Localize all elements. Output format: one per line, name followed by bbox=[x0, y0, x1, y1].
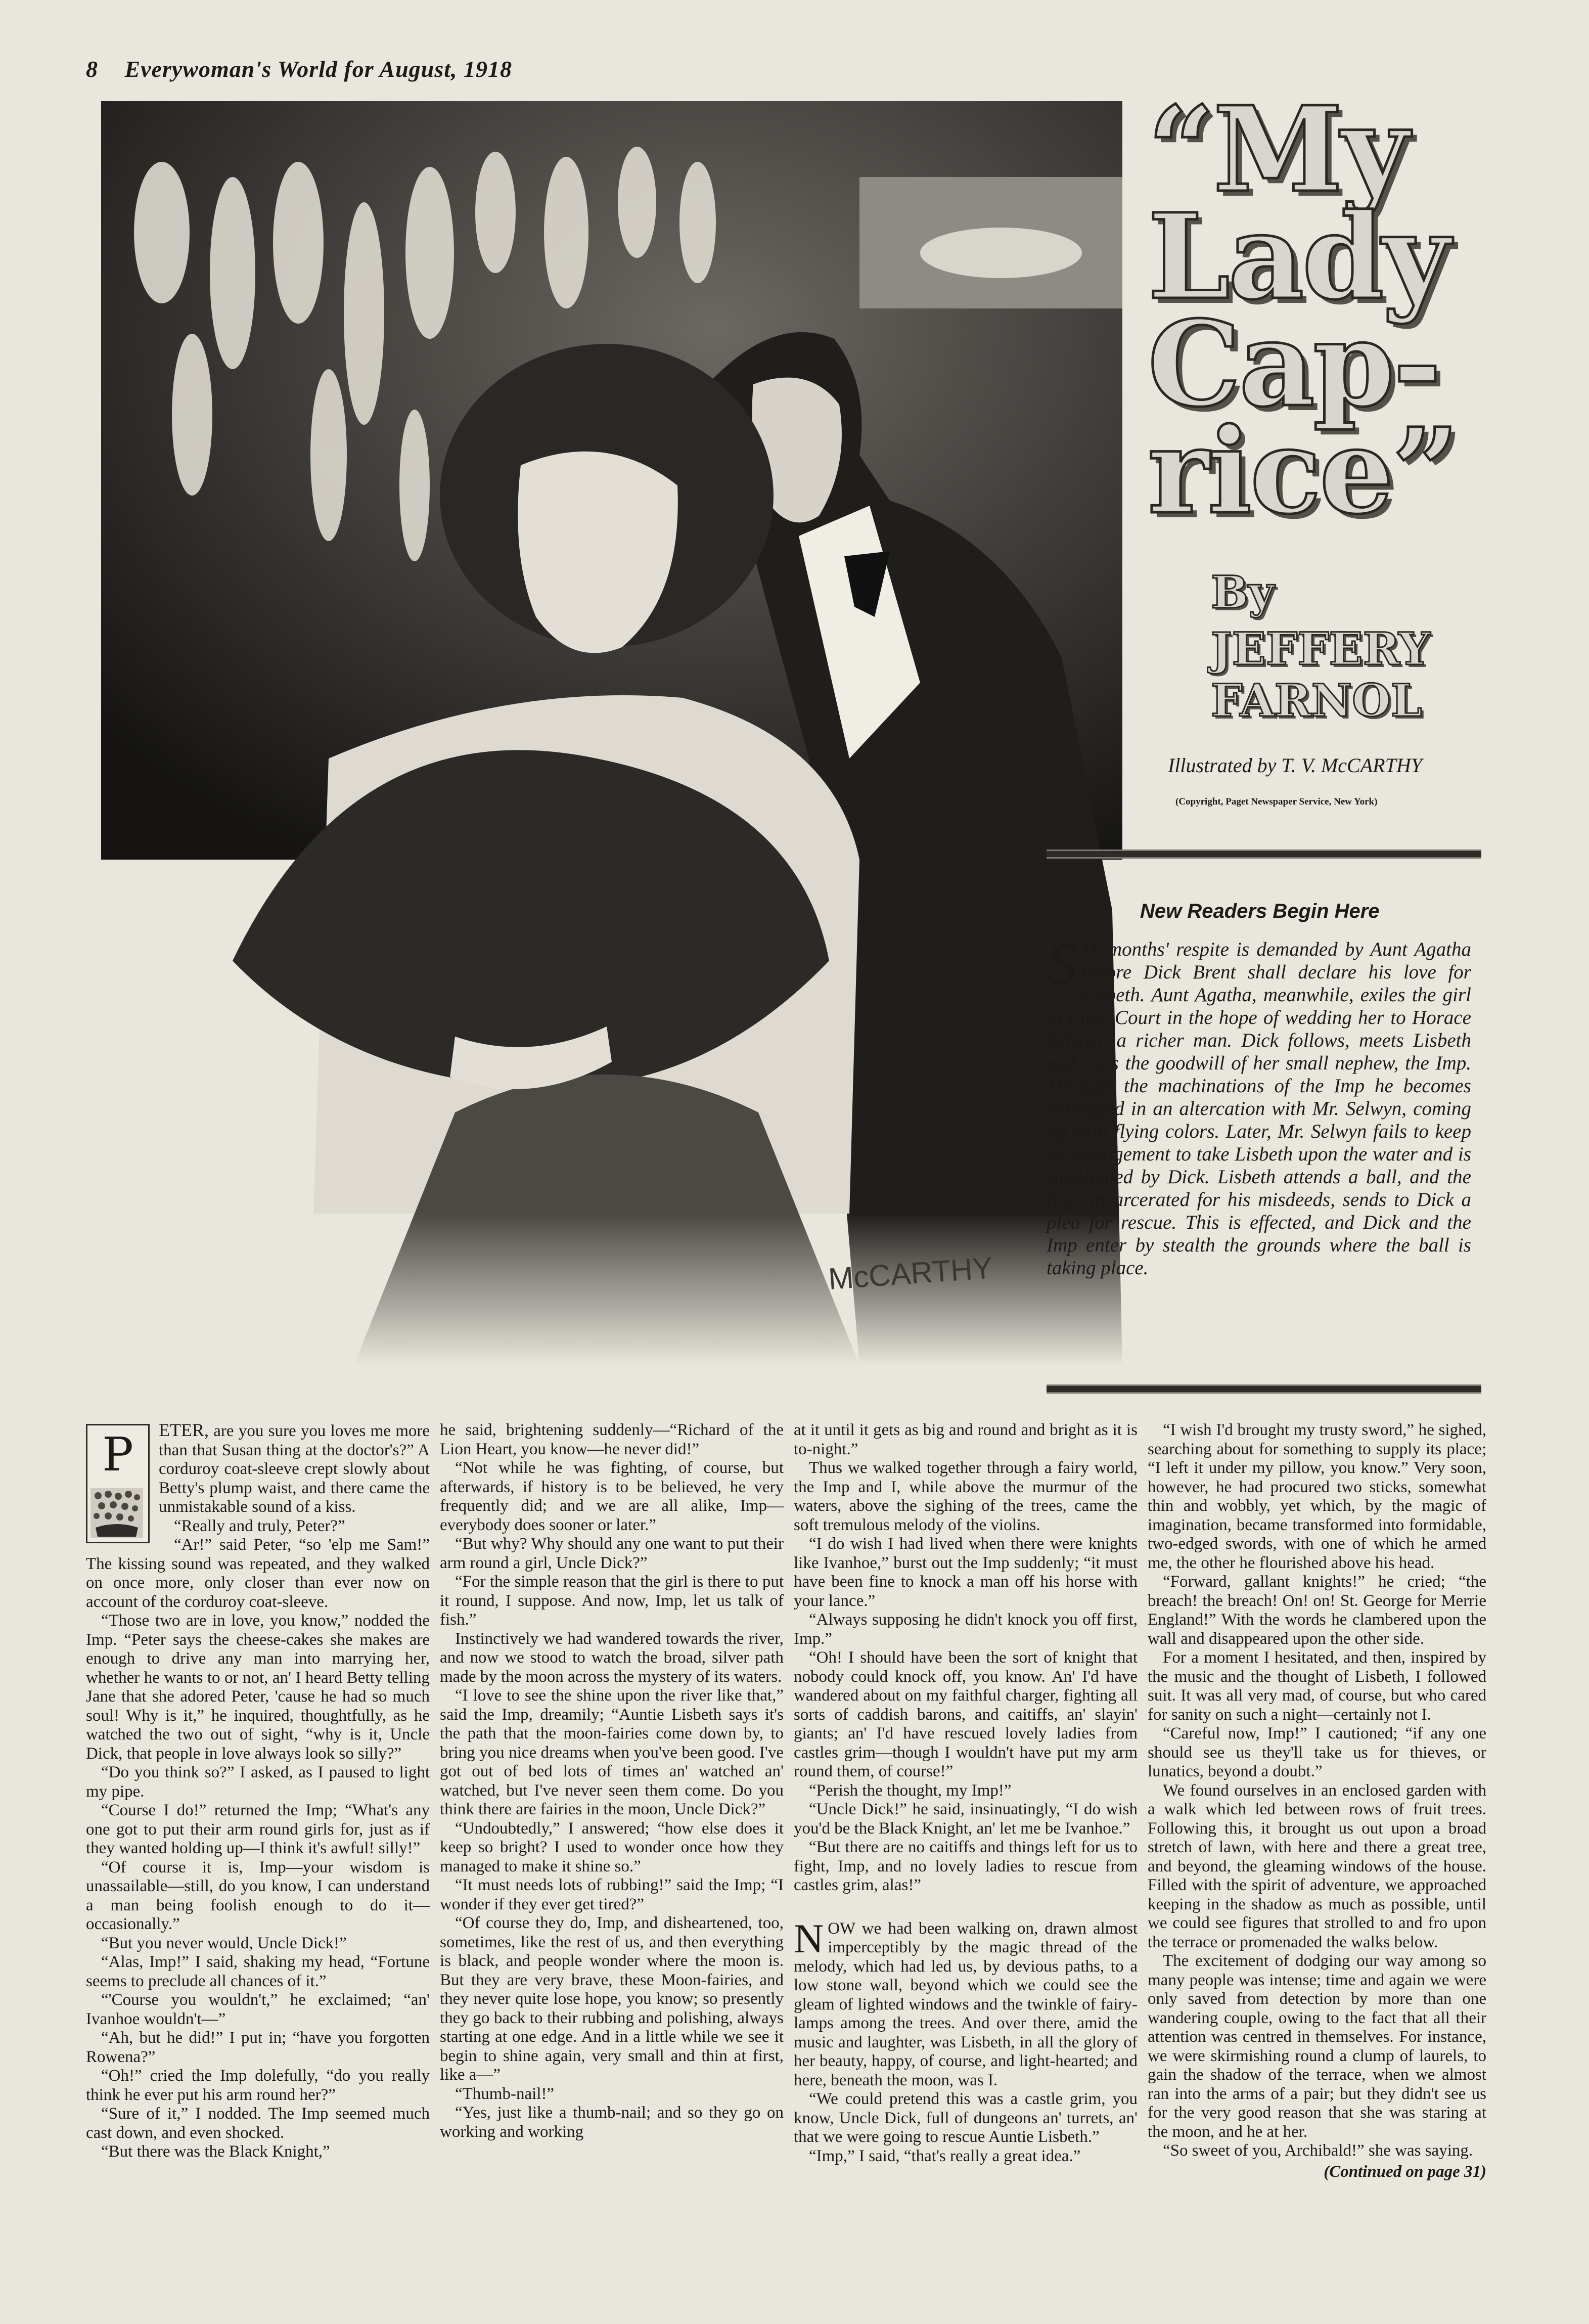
synopsis-drop-letter: S bbox=[1047, 930, 1077, 997]
paragraph: “Oh!” cried the Imp dolefully, “do you really think he ever put his arm round her?” bbox=[86, 2067, 430, 2104]
continued-note: (Continued on page 31) bbox=[1324, 2162, 1486, 2181]
copyright-notice: (Copyright, Paget Newspaper Service, New York) bbox=[1175, 796, 1378, 807]
paragraph: “Always supposing he didn't knock you off first, Imp.” bbox=[794, 1611, 1138, 1648]
paragraph: OW we had been walking on, drawn almost imperceptibly by the magic thread of the melody, which had led us, by devious paths, to a low stone wall, beyond which we could see the gleam of lighted windows and the twinkle of fairy-lamps among the trees. And over there, amid the music and laughter, was Lisbeth, in all the glory of her beauty, happy, of course, and light-hearted; and here, beneath the moon, was I. bbox=[794, 1919, 1138, 2089]
publication-title: Everywoman's World for August, 1918 bbox=[124, 56, 512, 82]
paragraph: “We could pretend this was a castle grim, you know, Uncle Dick, full of dungeons an' turrets, an' that we were going to rescue Auntie Lisbeth.” bbox=[794, 2090, 1138, 2146]
paragraph: “Thumb-nail!” bbox=[455, 2084, 555, 2103]
decorative-initial bbox=[86, 1424, 150, 1543]
paragraph: We found ourselves in an enclosed garden with a walk which led between rows of fruit trees. Following this, it brought us out upon a broad stretch of lawn, with here and there a great tree, and beyond, the gleaming windows of the house. Filled with the spirit of adventure, we approached keeping in the shadow as much as possible, until we could see figures that strolled to and fro upon the terrace or promenaded the walks below. bbox=[1148, 1781, 1486, 1951]
title-line: “My bbox=[1148, 80, 1408, 218]
paragraph: “I love to see the shine upon the river like that,” said the Imp, dreamily; “Auntie Lisbeth says it's the path that the moon-fairies come down by, to bring you nice dreams when you've been good. I've got out of bed lots of times an' watched an' watched, but I've never seen them come. Do you think there are fairies in the moon, Uncle Dick?” bbox=[440, 1686, 784, 1818]
synopsis-heading: New Readers Begin Here bbox=[1140, 900, 1380, 922]
paragraph: “Careful now, Imp!” I cautioned; “if any one should see us they'll take us for thieves, or lunatics, beyond a doubt.” bbox=[1148, 1724, 1486, 1780]
divider-rule bbox=[1047, 1384, 1481, 1394]
paragraph: “Ah, but he did!” I put in; “have you forgotten Rowena?” bbox=[86, 2029, 430, 2066]
byline-by: By bbox=[1211, 566, 1275, 618]
artist-signature: McCARTHY bbox=[827, 1250, 994, 1296]
paragraph: “Of course it is, Imp—your wisdom is unassailable—still, do you know, I can understand a man being foolish enough to do it—occasionally.” bbox=[86, 1858, 430, 1933]
paragraph: “Yes, just like a thumb-nail; and so they go on working and working bbox=[440, 2104, 784, 2141]
illustrator-credit: Illustrated by T. V. McCARTHY bbox=[1168, 754, 1422, 777]
author-name: JEFFERY FARNOL bbox=[1211, 622, 1430, 727]
initial-letter: P bbox=[102, 1427, 133, 1482]
story-column-2 bbox=[440, 1421, 784, 2141]
paragraph: “I do wish I had lived when there were knights like Ivanhoe,” burst out the Imp suddenly; “it must have been fine to knock a man off his horse with your lance.” bbox=[794, 1535, 1138, 1610]
byline bbox=[1211, 566, 1539, 726]
paragraph: “Really and truly, Peter?” bbox=[174, 1516, 345, 1535]
running-head bbox=[86, 56, 512, 82]
opening-caps: ETER, bbox=[159, 1420, 209, 1440]
paragraph: he said, brightening suddenly—“Richard of the Lion Heart, you know—he never did!” bbox=[440, 1421, 784, 1458]
story-title bbox=[1148, 80, 1532, 540]
story-illustration bbox=[101, 101, 1122, 1365]
paragraph: “Sure of it,” I nodded. The Imp seemed much cast down, and even shocked. bbox=[86, 2105, 430, 2142]
paragraph: “'Course you wouldn't,” he exclaimed; “an' Ivanhoe wouldn't—” bbox=[86, 1991, 430, 2028]
paragraph: “But there was the Black Knight,” bbox=[101, 2142, 330, 2161]
paragraph: Instinctively we had wandered towards the river, and now we stood to watch the broad, silver path made by the moon across the mystery of its waters. bbox=[440, 1629, 784, 1686]
paragraph: For a moment I hesitated, and then, inspired by the music and the thought of Lisbeth, I followed suit. It was all very mad, of course, but who cared for sanity on such a night—certainly not I. bbox=[1148, 1648, 1486, 1724]
paragraph: “Alas, Imp!” I said, shaking my head, “Fortune seems to preclude all chances of it.” bbox=[86, 1953, 430, 1990]
paragraph: “Undoubtedly,” I answered; “how else does it keep so bright? I used to wonder once how they managed to make it shine so.” bbox=[440, 1819, 784, 1875]
title-line: Lady bbox=[1148, 188, 1448, 326]
story-column-4 bbox=[1148, 1421, 1486, 2181]
paragraph: “So sweet of you, Archibald!” she was saying. bbox=[1163, 2141, 1473, 2160]
paragraph: Thus we walked together through a fairy world, the Imp and I, while above the murmur of the waters, above the sighing of the trees, came the soft tremulous melody of the violins. bbox=[794, 1459, 1138, 1534]
flower-basket-icon bbox=[90, 1488, 143, 1538]
paragraph: at it until it gets as big and round and bright as it is to-night.” bbox=[794, 1421, 1138, 1458]
story-column-3 bbox=[794, 1421, 1138, 2166]
title-line: rice” bbox=[1148, 402, 1458, 540]
title-line: Cap- bbox=[1148, 295, 1440, 433]
paragraph: “But there are no caitiffs and things left for us to fight, Imp, and no lovely ladies to rescue from castles grim, alas!” bbox=[794, 1838, 1138, 1894]
paragraph: “But why? Why should any one want to put their arm round a girl, Uncle Dick?” bbox=[440, 1535, 784, 1572]
paragraph: “Forward, gallant knights!” he cried; “the breach! the breach! On! on! St. George for Merrie England!” With the words he clambered upon the wall and disappeared upon the other side. bbox=[1148, 1573, 1486, 1648]
paragraph: are you sure you loves me more than that Susan thing at the doctor's?” A corduroy coat-sleeve crept slowly about Betty's plump waist, and there came the unmistakable sound of a kiss. bbox=[159, 1422, 430, 1516]
page-number: 8 bbox=[86, 56, 98, 82]
paragraph: “I wish I'd brought my trusty sword,” he sighed, searching about for something to supply its place; “I left it under my pillow, you know.” Very soon, however, he had procured two sticks, somewhat thin and wobbly, yet which, by the magic of imagination, became transformed into formidable, two-edged swords, with one of which he armed me, the other he flourished above his head. bbox=[1148, 1421, 1486, 1572]
paragraph: “Imp,” I said, “that's really a great idea.” bbox=[809, 2147, 1081, 2165]
paragraph: “Perish the thought, my Imp!” bbox=[809, 1781, 1012, 1800]
paragraph: The excitement of dodging our way among so many people was intense; time and again we were only saved from detection by more than one wandering couple, owing to the fact that all their attention was centred in themselves. For instance, we were skirmishing round a clump of laurels, to gain the shadow of the terrace, when we almost ran into the arms of a pair; but they didn't see us for the very good reason that she was staring at the moon, and he at her. bbox=[1148, 1952, 1486, 2141]
paragraph: “It must needs lots of rubbing!” said the Imp; “I wonder if they ever get tired?” bbox=[440, 1876, 784, 1913]
paragraph: “For the simple reason that the girl is there to put it round, I suppose. And now, Imp, let us talk of fish.” bbox=[440, 1573, 784, 1629]
drop-cap: N bbox=[794, 1915, 824, 1961]
story-column-1 bbox=[86, 1421, 430, 2162]
paragraph: “But you never would, Uncle Dick!” bbox=[101, 1934, 347, 1952]
paragraph: “Course I do!” returned the Imp; “What's any one got to put their arm round girls for, just as if they wanted holding up—I think it's awful! silly!” bbox=[86, 1801, 430, 1857]
paragraph: “Oh! I should have been the sort of knight that nobody could knock off, you know. An' I'd have wandered about on my faithful charger, fighting all sorts of caddish barons, and caitiffs, an' slayin' giants; an' I'd have rescued lovely ladies from castles grim—though I wouldn't have put my arm round them, of course!” bbox=[794, 1648, 1138, 1780]
paragraph: “Do you think so?” I asked, as I paused to light my pipe. bbox=[86, 1763, 430, 1801]
paragraph: “Those two are in love, you know,” nodded the Imp. “Peter says the cheese-cakes she makes are enough to drive any man into marrying her, whether he wants to or not, an' I heard Betty telling Jane that she adored Peter, 'cause he had so much soul! Why is it,” he inquired, thoughtfully, as he watched the two out of sight, “why is it, Uncle Dick, that people in love always look so silly?” bbox=[86, 1612, 430, 1763]
synopsis-text bbox=[1047, 930, 1471, 1279]
paragraph: “Of course they do, Imp, and disheartened, too, sometimes, like the rest of us, and then everything is black, and people wonder where the moon is. But they are very brave, these Moon-fairies, and they never quite lose hope, you know; so presently they go back to their rubbing and polishing, always starting at one edge. And in a little while we see it begin to shine again, very small and thin at first, like a—” bbox=[440, 1914, 784, 2084]
synopsis-body: IX months' respite is demanded by Aunt Agatha before Dick Brent shall declare his love for Lisbeth. Aunt Agatha, meanwhile, exiles the girl to Fane Court in the hope of wedding her to Horace Selwyn, a richer man. Dick follows, meets Lisbeth and wins the goodwill of her small nephew, the Imp. Through the machinations of the Imp he becomes entangled in an altercation with Mr. Selwyn, coming off with flying colors. Later, Mr. Selwyn fails to keep his engagement to take Lisbeth upon the water and is supplanted by Dick. Lisbeth attends a ball, and the Imp, incarcerated for his misdeeds, sends to Dick a plea for rescue. This is effected, and Dick and the Imp enter by stealth the grounds where the ball is taking place. bbox=[1047, 938, 1471, 1279]
paragraph: “Uncle Dick!” he said, insinuatingly, “I do wish you'd be the Black Knight, an' let me be Ivanhoe.” bbox=[794, 1800, 1138, 1838]
paragraph: “Ar!” said Peter, “so 'elp me Sam!” The kissing sound was repeated, and they walked on once more, only closer than ever now on account of the corduroy coat-sleeve. bbox=[86, 1536, 430, 1611]
divider-rule bbox=[1047, 850, 1481, 859]
moon-cloud bbox=[920, 228, 1082, 278]
section-break bbox=[794, 1895, 1138, 1919]
paragraph: “Not while he was fighting, of course, but afterwards, if history is to be believed, he very frequently did; and we are all alike, Imp—everybody does sooner or later.” bbox=[440, 1459, 784, 1534]
